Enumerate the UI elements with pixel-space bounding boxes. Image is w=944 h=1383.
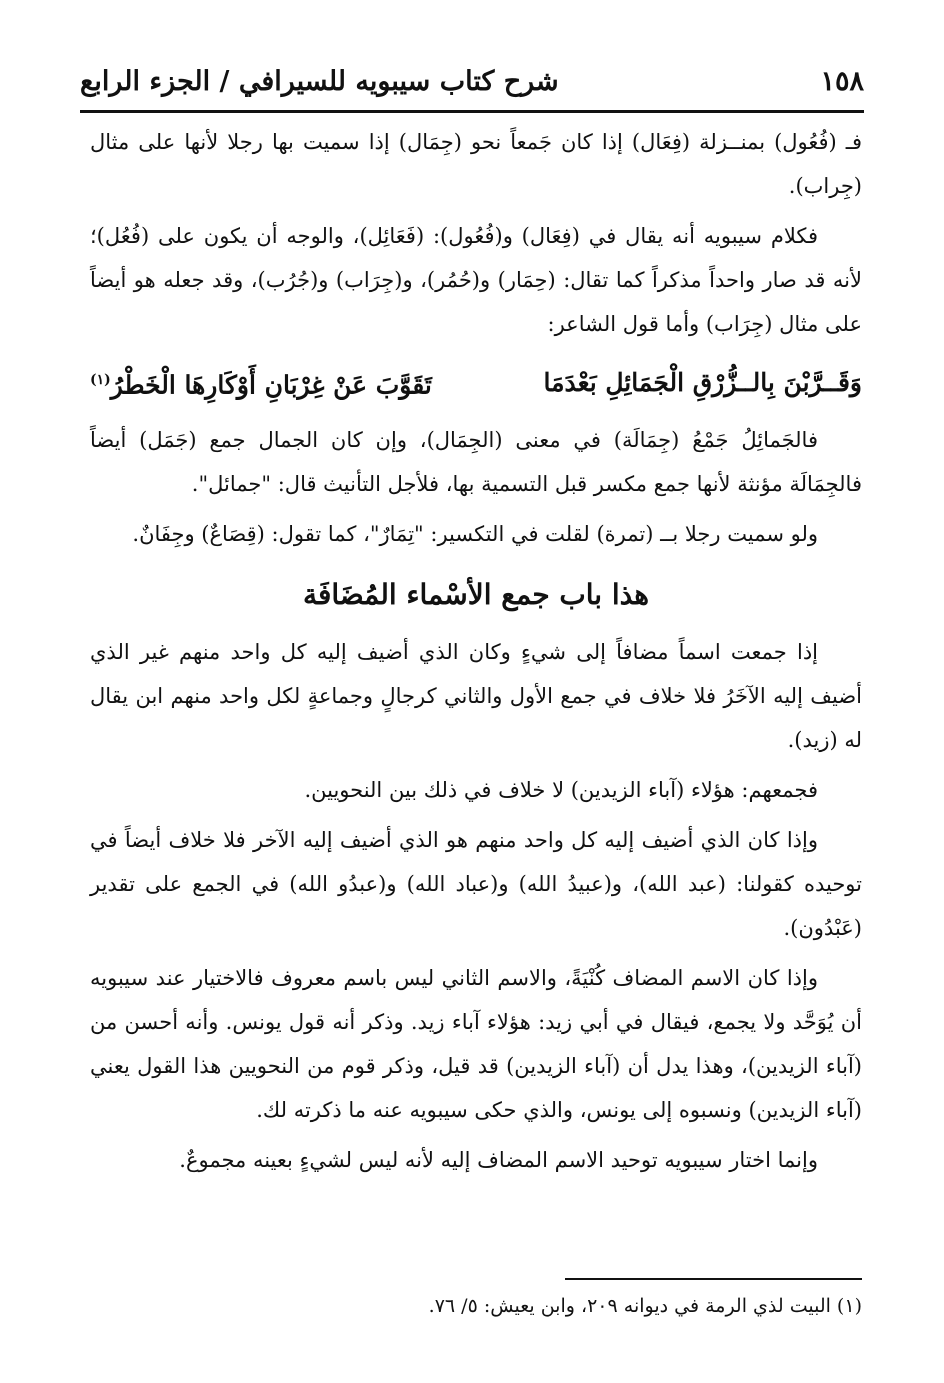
- page-header: [80, 56, 864, 106]
- verse-second-text: تَقَوَّبَ عَنْ غِرْبَانِ أَوْكَارِهَا الْخَطْرُ: [110, 370, 432, 400]
- paragraph-8: وإذا كان الاسم المضاف كُنْيَةً، والاسم الثاني ليس باسم معروف فالاختيار عند سيبويه أن يُوَحَّد ولا يجمع، فيقال في أبي زيد: هؤلاء آباء زيد. وذكر أنه قول يونس. وأنه أحسن من (آباء الزيدين)، وهذا يدل أن (آباء الزيدين) قد قيل، وذكر قوم من النحويين هذا القول يعني (آباء الزيدين) ونسبوه إلى يونس، والذي حكى سيبويه عنه ما ذكرته لك.: [90, 966, 862, 1122]
- paragraph-1: فـ (فُعُول) بمنــزلة (فِعَال) إذا كان جَمعاً نحو (جِمَال) إذا سميت بها رجلا لأنها على مثال (جِراب).: [90, 130, 862, 198]
- paragraph-2: فكلام سيبويه أنه يقال في (فِعَال) و(فُعُول): (فَعَائِل)، والوجه أن يكون على (فُعُل)؛ لأنه قد صار واحداً مذكراً كما تقال: (حِمَار) و(حُمُر)، و(جِرَاب) و(جُرُب)، وقد جعله هو أيضاً على مثال (جِرَاب) وأما قول الشاعر:: [90, 224, 862, 336]
- paragraph-4: ولو سميت رجلا بــ (تمرة) لقلت في التكسير: "تِمَارٌ"، كما تقول: (قِصَاعٌ) وجِفَانٌ.: [132, 522, 818, 546]
- paragraph-5: إذا جمعت اسماً مضافاً إلى شيءٍ وكان الذي أضيف إليه كل واحد منهم غير الذي أضيف إليه الآخَرُ فلا خلاف في جمع الأول والثاني كرجالٍ وجماعةٍ لكل واحد منهم ابن يقال له (زيد).: [90, 640, 862, 752]
- paragraph-6: فجمعهم: هؤلاء (آباء الزيدين) لا خلاف في ذلك بين النحويين.: [304, 778, 818, 802]
- page-number: ١٥٨: [820, 65, 864, 97]
- verse-second-hemistich: [90, 358, 432, 407]
- paragraph-3: فالجَمائِلُ جَمْعُ (جِمَالَة) في معنى (الجِمَال)، وإن كان الجمال جمع (جَمَل) أيضاً فالجِمَالَة مؤنثة لأنها جمع مكسر قبل التسمية بها، فلأجل التأنيث قال: "جمائل".: [90, 428, 862, 496]
- paragraph-7: وإذا كان الذي أضيف إليه كل واحد منهم هو الذي أضيف إليه الآخر فلا خلاف أيضاً في توحيده كقولنا: (عبد الله)، و(عبيدُ الله) و(عباد الله) و(عبدُو الله) في الجمع على تقدير (عَبْدُون).: [90, 828, 862, 940]
- footnote-separator: [565, 1278, 862, 1280]
- verse-first-hemistich: وَقَــرَّبْنَ بِالــزُّرْقِ الْجَمَائِلِ بَعْدَمَا: [543, 368, 862, 397]
- footnote-marker: (١): [90, 372, 111, 389]
- section-heading: هذا باب جمع الأسْماء المُضَافَة: [302, 578, 650, 611]
- header-rule: [80, 110, 864, 113]
- page-body: [90, 120, 862, 1188]
- paragraph-9: وإنما اختار سيبويه توحيد الاسم المضاف إليه لأنه ليس لشيءٍ بعينه مجموعٌ.: [179, 1148, 818, 1172]
- footnote: (١) البيت لذي الرمة في ديوانه ٢٠٩، وابن يعيش: ٥/ ٧٦.: [428, 1295, 862, 1317]
- poetry-verse: [90, 352, 862, 414]
- running-title: شرح كتاب سيبويه للسيرافي / الجزء الرابع: [80, 65, 559, 97]
